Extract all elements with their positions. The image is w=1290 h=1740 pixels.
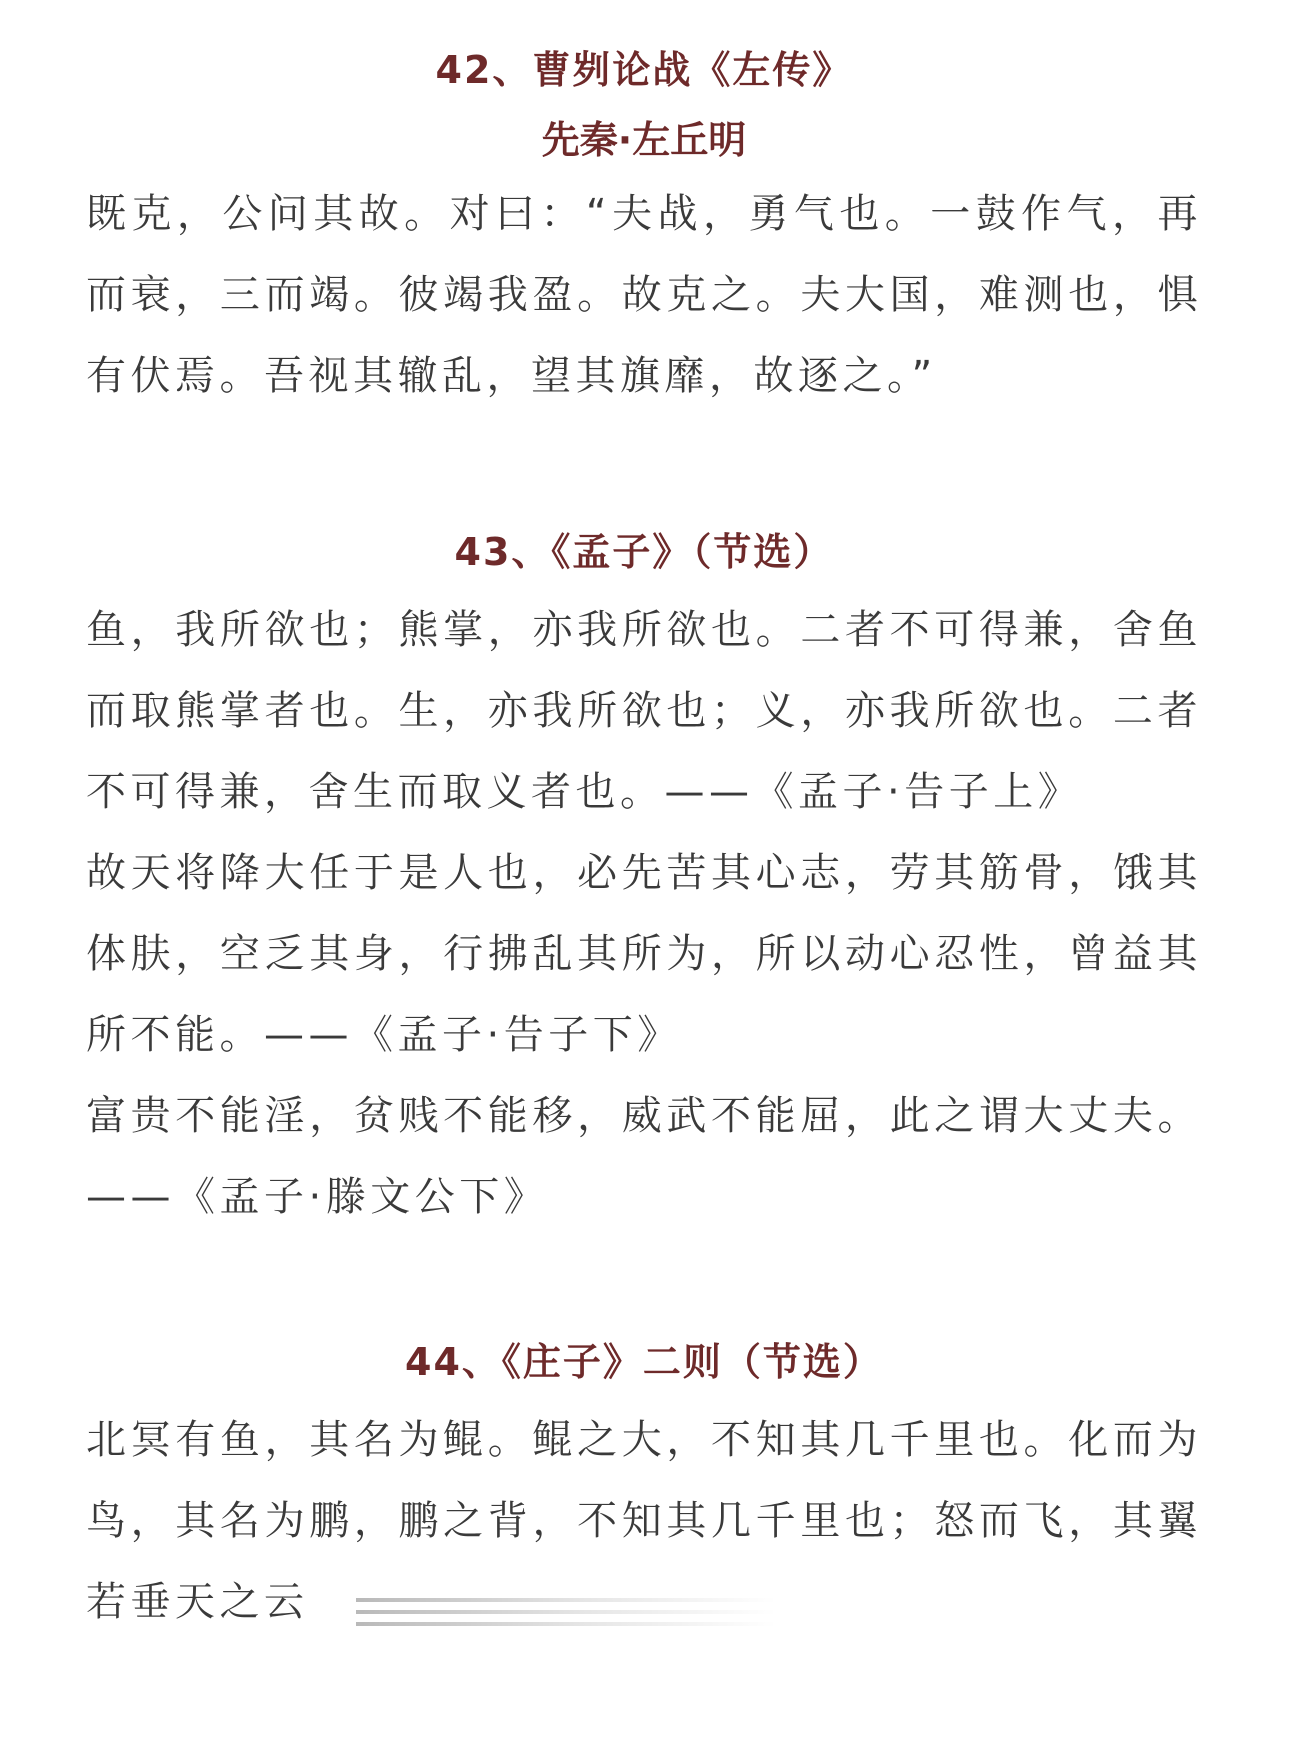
section-title: 42、曹刿论战《左传》: [435, 48, 853, 92]
section-title: 43、《孟子》（节选）: [454, 530, 834, 574]
text-fade-overlay: [356, 1588, 796, 1640]
fade-stripe: [356, 1622, 776, 1626]
paragraph: 富贵不能淫，贫贱不能移，威武不能屈，此之谓大丈夫。——《孟子·滕文公下》: [86, 1093, 1202, 1220]
paragraph: 故天将降大任于是人也，必先苦其心志，劳其筋骨，饿其体肤，空乏其身，行拂乱其所为，所以动心忍性，曾益其所不能。——《孟子·告子下》: [86, 850, 1202, 1058]
section-title: 44、《庄子》二则（节选）: [405, 1340, 883, 1384]
paragraph: 鱼，我所欲也；熊掌，亦我所欲也。二者不可得兼，舍鱼而取熊掌者也。生，亦我所欲也；义，亦我所欲也。二者不可得兼，舍生而取义者也。——《孟子·告子上》: [86, 607, 1202, 815]
fade-stripe: [356, 1610, 776, 1614]
section-42: [86, 40, 1202, 417]
paragraph: 北冥有鱼，其名为鲲。鲲之大，不知其几千里也。化而为鸟，其名为鹏，鹏之背，不知其几千里也；怒而飞，其翼若垂天之云: [86, 1417, 1202, 1625]
paragraph: 既克，公问其故。对曰：“夫战，勇气也。一鼓作气，再而衰，三而竭。彼竭我盈。故克之。夫大国，难测也，惧有伏焉。吾视其辙乱，望其旗靡，故逐之。”: [86, 191, 1202, 399]
section-author: 先秦·左丘明: [541, 118, 747, 162]
section-43: [86, 522, 1202, 1238]
fade-stripe: [356, 1598, 776, 1602]
